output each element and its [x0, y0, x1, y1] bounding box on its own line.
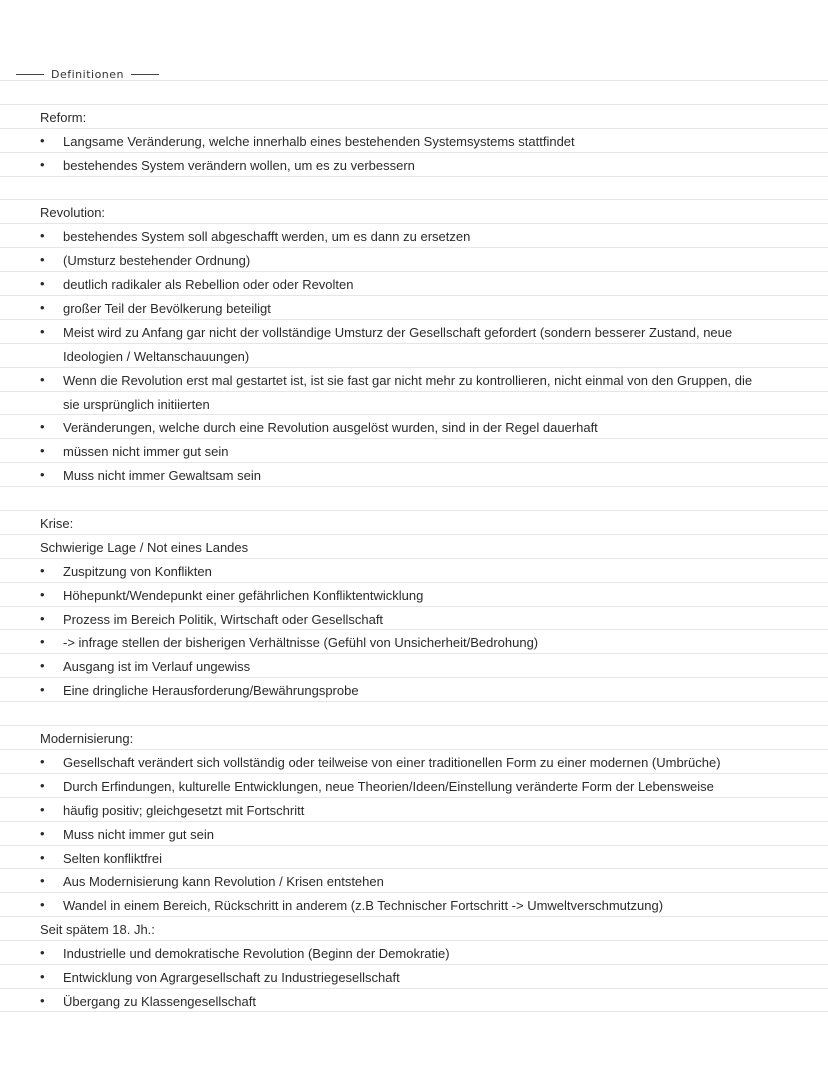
blank-line: [0, 176, 828, 200]
bullet-icon: •: [40, 132, 45, 148]
section-title: Definitionen: [51, 67, 125, 81]
heading-line: [0, 199, 828, 223]
bullet-icon: •: [40, 323, 45, 339]
bullet-icon: •: [40, 682, 45, 698]
heading-line: [0, 104, 828, 128]
bullet-item: [0, 223, 828, 247]
bullet-icon: •: [40, 753, 45, 769]
bullet-icon: •: [40, 968, 45, 984]
bullet-item: [0, 677, 828, 701]
line-text: häufig positiv; gleichgesetzt mit Fortschritt: [63, 802, 305, 818]
bullet-icon: •: [40, 658, 45, 674]
bullet-item: [0, 773, 828, 797]
line-text: Muss nicht immer Gewaltsam sein: [63, 468, 261, 484]
bullet-icon: •: [40, 873, 45, 889]
bullet-item: [0, 462, 828, 486]
bullet-item: [0, 868, 828, 892]
blank-line: [0, 80, 828, 104]
line-text: Meist wird zu Anfang gar nicht der vollständige Umsturz der Gesellschaft gefordert (sondern besserer Zustand, neue: [63, 324, 733, 340]
bullet-icon: •: [40, 252, 45, 268]
line-text: Entwicklung von Agrargesellschaft zu Industriegesellschaft: [63, 969, 400, 985]
bullet-item: [0, 653, 828, 677]
bullet-item: [0, 319, 828, 343]
heading-line: [0, 916, 828, 940]
line-text: bestehendes System verändern wollen, um es zu verbessern: [63, 157, 415, 173]
bullet-icon: •: [40, 443, 45, 459]
line-text: sie ursprünglich initiierten: [63, 396, 210, 412]
bullet-item: [0, 128, 828, 152]
line-text: Ideologien / Weltanschauungen): [63, 348, 250, 364]
bullet-item: [0, 367, 828, 391]
line-text: Aus Modernisierung kann Revolution / Krisen entstehen: [63, 874, 384, 890]
bullet-item: [0, 629, 828, 653]
bullet-item: [0, 964, 828, 988]
bullet-icon: •: [40, 586, 45, 602]
bullet-item: [0, 438, 828, 462]
bullet-icon: •: [40, 467, 45, 483]
line-text: Selten konfliktfrei: [63, 850, 162, 866]
line-text: bestehendes System soll abgeschafft werden, um es dann zu ersetzen: [63, 229, 471, 245]
line-text: Eine dringliche Herausforderung/Bewährungsprobe: [63, 683, 359, 699]
bullet-icon: •: [40, 992, 45, 1008]
heading-line: [0, 534, 828, 558]
bullet-icon: •: [40, 849, 45, 865]
bullet-item: [0, 797, 828, 821]
line-text: großer Teil der Bevölkerung beteiligt: [63, 301, 271, 317]
line-text: Ausgang ist im Verlauf ungewiss: [63, 659, 251, 675]
line-text: Zuspitzung von Konflikten: [63, 563, 212, 579]
bullet-icon: •: [40, 825, 45, 841]
bullet-icon: •: [40, 276, 45, 292]
line-text: Seit spätem 18. Jh.:: [40, 922, 155, 938]
line-text: Übergang zu Klassengesellschaft: [63, 993, 256, 1009]
line-text: Modernisierung:: [40, 731, 134, 747]
line-text: Industrielle und demokratische Revolution (Beginn der Demokratie): [63, 946, 450, 962]
header-rule-right: [131, 74, 159, 75]
bullet-icon: •: [40, 634, 45, 650]
bullet-item: [0, 295, 828, 319]
bullet-item: [0, 821, 828, 845]
bullet-icon: •: [40, 610, 45, 626]
line-text: Langsame Veränderung, welche innerhalb eines bestehenden Systemsystems stattfindet: [63, 133, 575, 149]
line-text: Wenn die Revolution erst mal gestartet ist, ist sie fast gar nicht mehr zu kontrollieren, nicht einmal von den Gruppen, die: [63, 372, 753, 388]
heading-line: [0, 510, 828, 534]
blank-line: [0, 701, 828, 725]
bullet-icon: •: [40, 801, 45, 817]
bullet-icon: •: [40, 945, 45, 961]
line-text: Prozess im Bereich Politik, Wirtschaft oder Gesellschaft: [63, 611, 384, 627]
bullet-item: [0, 606, 828, 630]
bullet-item: [0, 247, 828, 271]
line-text: Schwierige Lage / Not eines Landes: [40, 539, 249, 555]
ruled-note-page: [0, 80, 828, 1012]
line-text: Reform:: [40, 109, 87, 125]
continuation-line: [0, 343, 828, 367]
bullet-icon: •: [40, 897, 45, 913]
line-text: Wandel in einem Bereich, Rückschritt in anderem (z.B Technischer Fortschritt -> Umweltverschmutzung): [63, 898, 664, 914]
bullet-item: [0, 892, 828, 916]
line-text: Revolution:: [40, 205, 106, 221]
bullet-item: [0, 940, 828, 964]
line-text: Höhepunkt/Wendepunkt einer gefährlichen Konfliktentwicklung: [63, 587, 424, 603]
bullet-icon: •: [40, 777, 45, 793]
bullet-icon: •: [40, 419, 45, 435]
bullet-icon: •: [40, 156, 45, 172]
bullet-item: [0, 414, 828, 438]
line-text: Gesellschaft verändert sich vollständig oder teilweise von einer traditionellen Form zu einer modernen (Umbrüche): [63, 754, 721, 770]
bullet-item: [0, 271, 828, 295]
bullet-icon: •: [40, 562, 45, 578]
bullet-item: [0, 988, 828, 1012]
blank-line: [0, 486, 828, 510]
continuation-line: [0, 391, 828, 415]
bullet-item: [0, 558, 828, 582]
line-text: Krise:: [40, 516, 74, 532]
bullet-item: [0, 749, 828, 773]
bullet-item: [0, 152, 828, 176]
line-text: (Umsturz bestehender Ordnung): [63, 253, 251, 269]
line-text: müssen nicht immer gut sein: [63, 444, 229, 460]
header-rule-left: [16, 74, 44, 75]
bullet-item: [0, 582, 828, 606]
line-text: Muss nicht immer gut sein: [63, 826, 214, 842]
bullet-icon: •: [40, 371, 45, 387]
bullet-item: [0, 845, 828, 869]
bullet-icon: •: [40, 300, 45, 316]
line-text: Veränderungen, welche durch eine Revolution ausgelöst wurden, sind in der Regel dauerhaft: [63, 420, 598, 436]
line-text: Durch Erfindungen, kulturelle Entwicklungen, neue Theorien/Ideen/Einstellung veränderte Form der Lebensweise: [63, 778, 714, 794]
heading-line: [0, 725, 828, 749]
line-text: -> infrage stellen der bisherigen Verhältnisse (Gefühl von Unsicherheit/Bedrohung): [63, 635, 539, 651]
line-text: deutlich radikaler als Rebellion oder oder Revolten: [63, 277, 354, 293]
bullet-icon: •: [40, 228, 45, 244]
